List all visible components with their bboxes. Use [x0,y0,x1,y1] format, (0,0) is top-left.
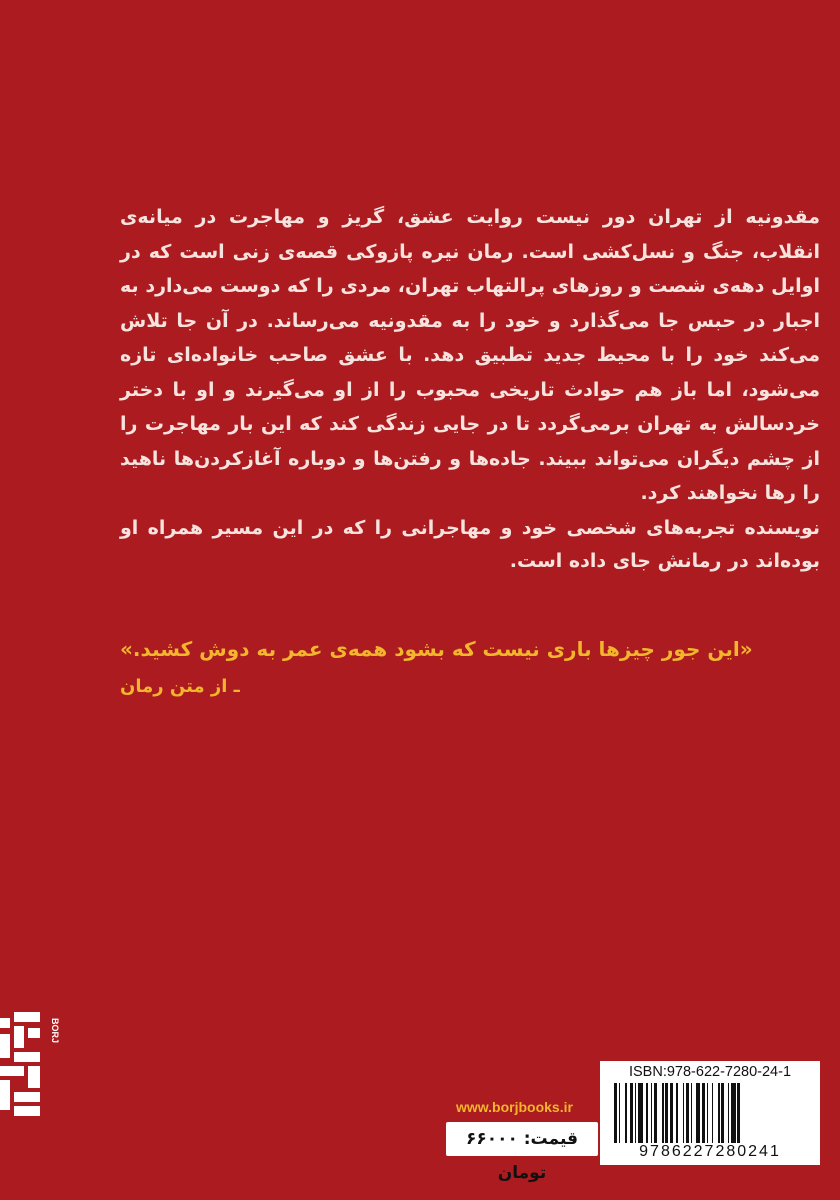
barcode-stripe [728,1083,730,1143]
barcode-stripe [691,1083,693,1143]
barcode-stripe [635,1083,637,1143]
barcode-stripe [721,1083,724,1143]
publisher-logo [0,1010,60,1120]
isbn-text: ISBN:978-622-7280-24-1 [628,1064,792,1080]
quote-text: «این جور چیزها باری نیست که بشود همه‌ی عمر به دوش کشید.» [120,637,753,661]
barcode-stripe [686,1083,689,1143]
barcode-digits: 9786227280241 [639,1143,781,1160]
publisher-website: www.borjbooks.ir [456,1099,573,1115]
barcode-stripe [731,1083,736,1143]
barcode-stripe [614,1083,617,1143]
barcode-bars [614,1083,814,1143]
synopsis-text: مقدونیه از تهران دور نیست روایت عشق، گریز و مهاجرت در میانه‌ی انقلاب، جنگ و نسل‌کشی است. رمان نیره پازوکی قصه‌ی زنی است که در اوایل دهه‌ی شصت و روزهای پرالتهاب تهران، مردی را که دوست می‌دارد به اجبار در حبس جا می‌گذارد و خود را به مقدونیه می‌رساند. در آن جا تلاش می‌کند خود را با محیط جدید تطبیق دهد. با عشق صاحب خانواده‌ای تازه می‌شود، اما باز هم حوادث تاریخی محبوب را از او می‌گیرند و او با دختر خردسالش به تهران برمی‌گردد تا در جایی زندگی کند که این بار مهاجرت را از چشم دیگران می‌تواند ببیند. جاده‌ها و رفتن‌ها و دوباره آغازکردن‌ها ناهید را رها نخواهند کرد. [120,206,820,504]
barcode-stripe [654,1083,657,1143]
barcode-stripe [707,1083,709,1143]
barcode-stripe [638,1083,643,1143]
barcode-stripe [702,1083,705,1143]
barcode-stripe [665,1083,668,1143]
barcode-stripe [670,1083,673,1143]
barcode [600,1061,820,1165]
barcode-stripe [662,1083,664,1143]
barcode-stripe [625,1083,627,1143]
barcode-stripe [696,1083,701,1143]
barcode-stripe [646,1083,648,1143]
about-author-text: نویسنده تجربه‌های شخصی خود و مهاجرانی را که در این مسیر همراه او بوده‌اند در رمانش جای داده است. [120,517,820,572]
barcode-stripe [737,1083,740,1143]
barcode-stripe [676,1083,678,1143]
barcode-stripe [712,1083,714,1143]
price-label: قیمت: ۶۶۰۰۰ تومان [446,1122,598,1156]
barcode-stripe [630,1083,633,1143]
barcode-stripe [683,1083,685,1143]
barcode-stripe [718,1083,720,1143]
publisher-logo-text: BORJ [50,1018,60,1044]
quote-source: ـ از متن رمان [120,676,240,697]
barcode-stripe [651,1083,653,1143]
barcode-stripe [619,1083,621,1143]
